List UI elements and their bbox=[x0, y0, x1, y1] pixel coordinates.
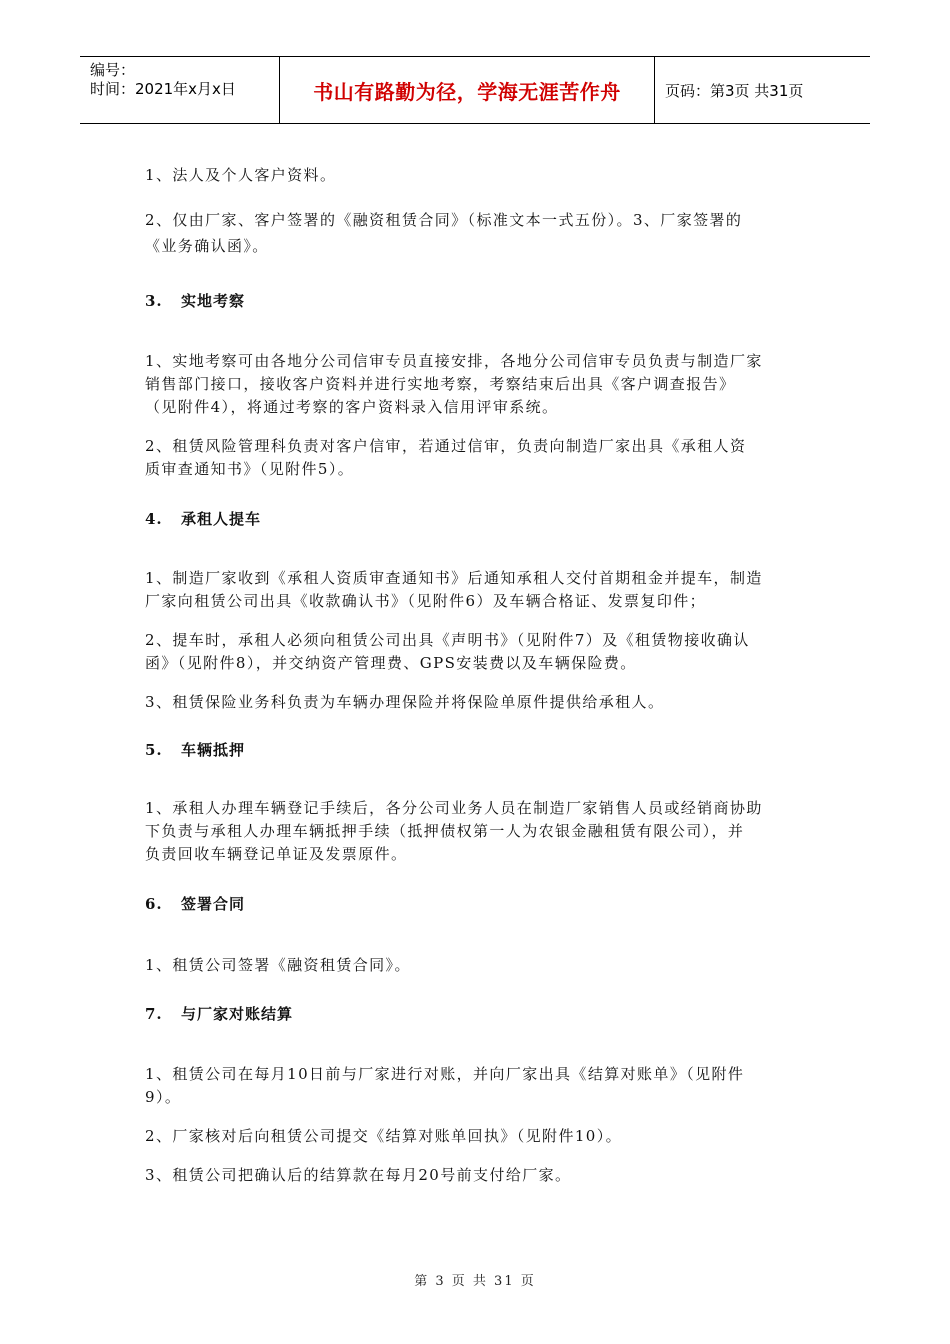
text-line: 1、租赁公司签署《融资租赁合同》。 bbox=[145, 956, 411, 974]
text-line: 2、租赁风险管理科负责对客户信审，若通过信审，负责向制造厂家出具《承租人资 bbox=[145, 437, 747, 455]
text-line: 1、承租人办理车辆登记手续后，各分公司业务人员在制造厂家销售人员或经销商协助 bbox=[145, 799, 763, 817]
header-page-info: 页码：第3页 共31页 bbox=[665, 81, 804, 100]
section-number: 5. bbox=[145, 741, 163, 759]
text-line: 函》（见附件8），并交纳资产管理费、GPS安装费以及车辆保险费。 bbox=[145, 654, 637, 672]
paragraph-payment bbox=[145, 1164, 805, 1187]
text-line: 1、制造厂家收到《承租人资质审查通知书》后通知承租人交付首期租金并提车，制造 bbox=[145, 569, 763, 587]
text-line: 3、租赁公司把确认后的结算款在每月20号前支付给厂家。 bbox=[145, 1166, 572, 1184]
section-title: 签署合同 bbox=[181, 895, 246, 913]
text-line: 2、仅由厂家、客户签署的《融资租赁合同》（标准文本一式五份）。3、厂家签署的 bbox=[145, 211, 743, 229]
paragraph-sign-contract bbox=[145, 954, 805, 977]
section-title: 与厂家对账结算 bbox=[181, 1005, 294, 1023]
section-number: 3. bbox=[145, 292, 163, 310]
text-line: 2、厂家核对后向租赁公司提交《结算对账单回执》（见附件10）。 bbox=[145, 1127, 623, 1145]
text-line: 1、法人及个人客户资料。 bbox=[145, 166, 337, 184]
section-title: 车辆抵押 bbox=[181, 741, 246, 759]
text-line: 销售部门接口，接收客户资料并进行实地考察，考察结束后出具《客户调查报告》 bbox=[145, 375, 736, 393]
text-line: （见附件4），将通过考察的客户资料录入信用评审系统。 bbox=[145, 398, 559, 416]
text-line: 1、租赁公司在每月10日前与厂家进行对账，并向厂家出具《结算对账单》（见附件 bbox=[145, 1065, 745, 1083]
document-date: 时间：2021年x月x日 bbox=[90, 80, 236, 98]
paragraph-risk-review bbox=[145, 435, 805, 481]
paragraph-vehicle-pickup-1 bbox=[145, 567, 805, 613]
page-footer: 第 3 页 共 31 页 bbox=[414, 1274, 536, 1289]
section-number: 6. bbox=[145, 895, 163, 913]
paragraph-insurance bbox=[145, 691, 805, 714]
text-line: 下负责与承租人办理车辆抵押手续（抵押债权第一人为农银金融租赁有限公司），并 bbox=[145, 822, 745, 840]
section-title: 承租人提车 bbox=[181, 510, 262, 528]
text-line: 《业务确认函》。 bbox=[145, 237, 269, 255]
document-number-label: 编号： bbox=[90, 61, 136, 79]
text-line: 负责回收车辆登记单证及发票原件。 bbox=[145, 845, 408, 863]
paragraph-site-inspection bbox=[145, 350, 805, 419]
text-line: 3、租赁保险业务科负责为车辆办理保险并将保险单原件提供给承租人。 bbox=[145, 693, 665, 711]
section-title: 实地考察 bbox=[181, 292, 246, 310]
section-heading-7 bbox=[145, 1003, 293, 1024]
text-line: 1、实地考察可由各地分公司信审专员直接安排，各地分公司信审专员负责与制造厂家 bbox=[145, 352, 763, 370]
section-heading-4 bbox=[145, 508, 261, 529]
section-number: 7. bbox=[145, 1005, 163, 1023]
paragraph-vehicle-pickup-2 bbox=[145, 629, 805, 675]
section-heading-5 bbox=[145, 739, 245, 760]
text-line: 9）。 bbox=[145, 1088, 182, 1106]
text-line: 2、提车时，承租人必须向租赁公司出具《声明书》（见附件7）及《租赁物接收确认 bbox=[145, 631, 750, 649]
paragraph-reconciliation bbox=[145, 1063, 805, 1109]
paragraph-customer-materials bbox=[145, 164, 805, 187]
header-motto: 书山有路勤为径，学海无涯苦作舟 bbox=[280, 57, 655, 123]
section-heading-6 bbox=[145, 893, 245, 914]
paragraph-vehicle-mortgage bbox=[145, 797, 805, 866]
header-meta bbox=[80, 57, 280, 123]
page-header bbox=[80, 56, 870, 124]
paragraph-contract-signing bbox=[145, 209, 805, 258]
section-number: 4. bbox=[145, 510, 163, 528]
text-line: 质审查通知书》（见附件5）。 bbox=[145, 460, 355, 478]
text-line: 厂家向租赁公司出具《收款确认书》（见附件6）及车辆合格证、发票复印件； bbox=[145, 592, 707, 610]
paragraph-receipt bbox=[145, 1125, 805, 1148]
section-heading-3 bbox=[145, 290, 245, 311]
